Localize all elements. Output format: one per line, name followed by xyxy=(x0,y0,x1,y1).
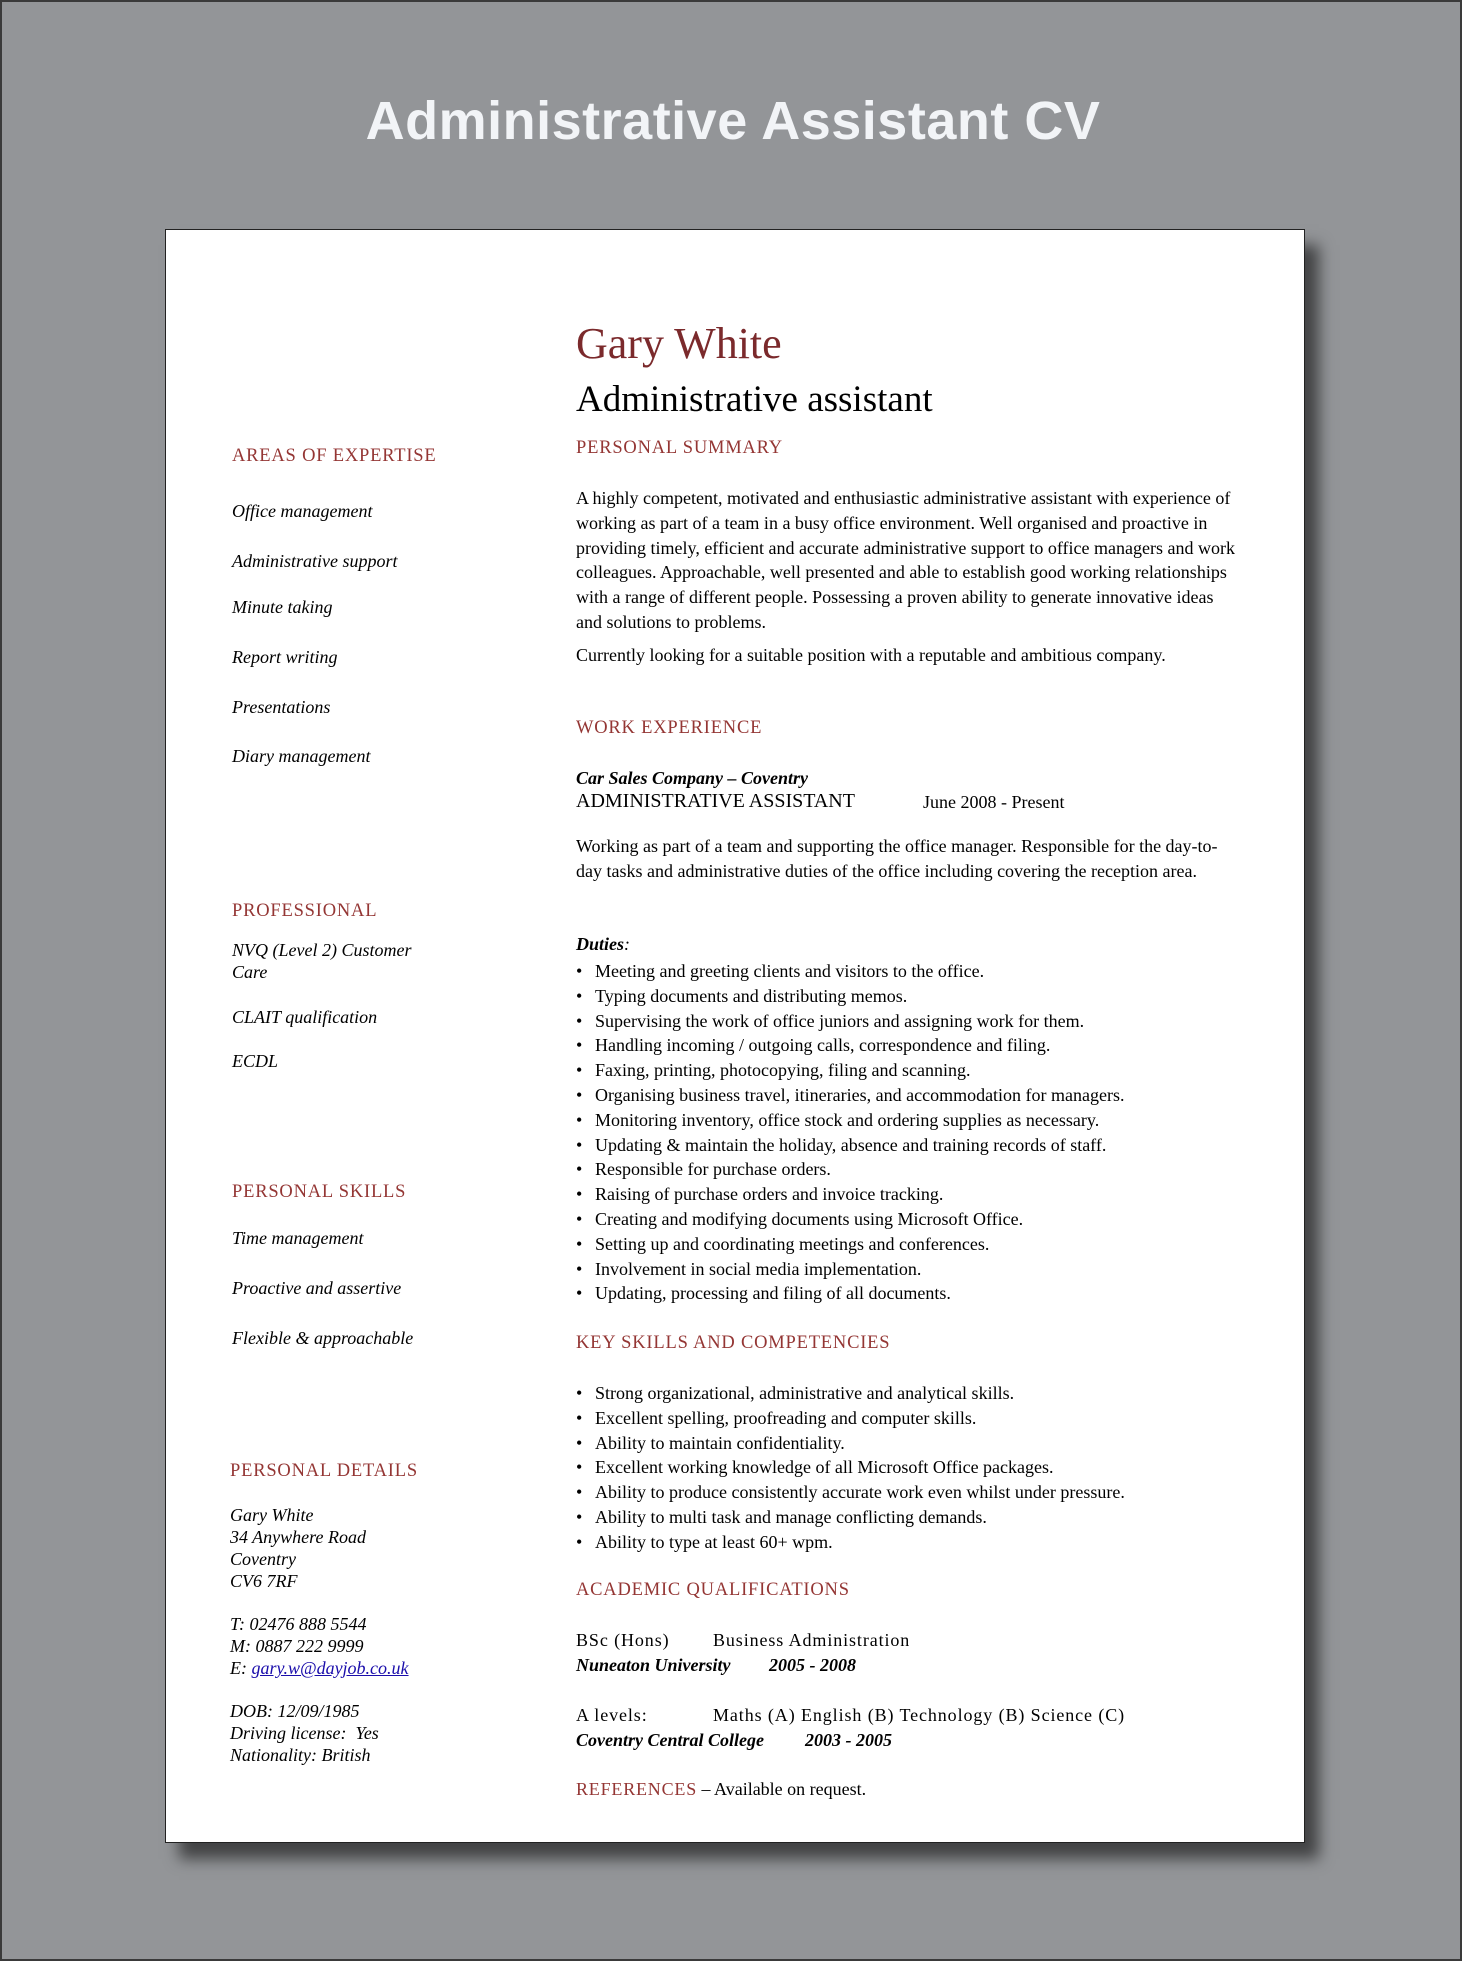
key-skills-heading: KEY SKILLS AND COMPETENCIES xyxy=(576,1333,891,1353)
details-nationality: Nationality: British xyxy=(230,1745,371,1765)
duty-item: • Updating, processing and filing of all documents. xyxy=(576,1281,1125,1306)
key-skill-item: • Ability to maintain confidentiality. xyxy=(576,1431,1125,1456)
expertise-heading: AREAS OF EXPERTISE xyxy=(232,446,437,466)
duties-label-text: Duties xyxy=(576,934,625,954)
cv-job-title: Administrative assistant xyxy=(576,379,933,420)
key-skill-item: • Excellent spelling, proofreading and computer skills. xyxy=(576,1406,1125,1431)
cv-name: Gary White xyxy=(576,319,782,368)
expertise-item: Report writing xyxy=(232,647,338,667)
duty-item: • Responsible for purchase orders. xyxy=(576,1157,1125,1182)
duty-item: • Supervising the work of office juniors and assigning work for them. xyxy=(576,1009,1125,1034)
professional-item: NVQ (Level 2) Customer Care xyxy=(232,940,412,982)
details-spacer xyxy=(230,1592,409,1613)
details-dob: DOB: 12/09/1985 xyxy=(230,1701,360,1721)
duties-label-colon: : xyxy=(624,934,631,954)
personal-skill-item: Proactive and assertive xyxy=(232,1278,402,1298)
details-name: Gary White xyxy=(230,1505,314,1525)
college-name: Coventry Central College xyxy=(576,1730,764,1750)
duty-item: • Typing documents and distributing memos. xyxy=(576,984,1125,1009)
job-dates: June 2008 - Present xyxy=(923,792,1065,812)
summary-paragraph: Currently looking for a suitable position with a reputable and ambitious company. xyxy=(576,644,1166,665)
details-driving: Driving license: Yes xyxy=(230,1723,379,1743)
summary-heading: PERSONAL SUMMARY xyxy=(576,438,783,458)
expertise-item: Office management xyxy=(232,501,373,521)
key-skill-item: • Strong organizational, administrative and analytical skills. xyxy=(576,1381,1125,1406)
expertise-item: Diary management xyxy=(232,746,371,766)
duty-item: • Organising business travel, itineraries, and accommodation for managers. xyxy=(576,1083,1125,1108)
duty-item: • Faxing, printing, photocopying, filing and scanning. xyxy=(576,1058,1125,1083)
duty-item: • Meeting and greeting clients and visitors to the office. xyxy=(576,959,1125,984)
key-skills-list xyxy=(576,1381,1125,1555)
alevels-label: A levels: xyxy=(576,1705,648,1725)
personal-skill-item: Flexible & approachable xyxy=(232,1328,414,1348)
expertise-item: Presentations xyxy=(232,697,331,717)
references-heading: REFERENCES xyxy=(576,1779,698,1799)
expertise-item: Minute taking xyxy=(232,597,333,617)
details-postcode: CV6 7RF xyxy=(230,1571,298,1591)
details-address-line: Coventry xyxy=(230,1549,296,1569)
key-skill-item: • Ability to produce consistently accurate work even whilst under pressure. xyxy=(576,1480,1125,1505)
personal-skill-item: Time management xyxy=(232,1228,364,1248)
duties-list xyxy=(576,959,1125,1306)
references-line xyxy=(576,1779,866,1800)
personal-details-heading: PERSONAL DETAILS xyxy=(230,1461,418,1481)
key-skill-item: • Ability to multi task and manage conflicting demands. xyxy=(576,1505,1125,1530)
expertise-item: Administrative support xyxy=(232,551,398,571)
duties-label xyxy=(576,934,630,955)
summary-body xyxy=(576,486,1236,668)
references-text: – Available on request. xyxy=(697,1779,867,1799)
details-mobile: M: 0887 222 9999 xyxy=(230,1636,364,1656)
professional-item: CLAIT qualification xyxy=(232,1007,378,1027)
job-description: Working as part of a team and supporting the office manager. Responsible for the day-to-day tasks and administrative duties of the office including covering the reception area. xyxy=(576,836,1218,881)
work-experience-heading: WORK EXPERIENCE xyxy=(576,718,763,738)
university-years: 2005 - 2008 xyxy=(769,1655,856,1675)
email-link[interactable]: gary.w@dayjob.co.uk xyxy=(251,1658,409,1678)
university-name: Nuneaton University xyxy=(576,1655,731,1675)
duty-item: • Handling incoming / outgoing calls, correspondence and filing. xyxy=(576,1033,1125,1058)
job-company: Car Sales Company – Coventry xyxy=(576,768,809,788)
degree-subject: Business Administration xyxy=(713,1630,911,1650)
job-role: ADMINISTRATIVE ASSISTANT xyxy=(576,790,855,812)
banner-title: Administrative Assistant CV xyxy=(365,91,1101,151)
personal-skills-heading: PERSONAL SKILLS xyxy=(232,1182,407,1202)
alevels-subjects: Maths (A) English (B) Technology (B) Science (C) xyxy=(713,1705,1126,1725)
duty-item: • Creating and modifying documents using Microsoft Office. xyxy=(576,1207,1125,1232)
summary-paragraph: A highly competent, motivated and enthusiastic administrative assistant with experience of working as part of a team in a busy office environment. Well organised and proactive in providing timely, efficient and accurate administrative support to office managers and work colleagues. Approachable, well presented and able to establish good working relationships with a range of different people. Possessing a proven ability to generate innovative ideas and solutions to problems. xyxy=(576,488,1235,632)
duty-item: • Monitoring inventory, office stock and ordering supplies as necessary. xyxy=(576,1108,1125,1133)
duty-item: • Raising of purchase orders and invoice tracking. xyxy=(576,1182,1125,1207)
duty-item: • Updating & maintain the holiday, absence and training records of staff. xyxy=(576,1133,1125,1158)
key-skill-item: • Ability to type at least 60+ wpm. xyxy=(576,1530,1125,1555)
degree-label: BSc (Hons) xyxy=(576,1630,670,1650)
professional-item: ECDL xyxy=(232,1051,279,1071)
details-address-line: 34 Anywhere Road xyxy=(230,1527,366,1547)
details-email-label: E: xyxy=(230,1658,252,1678)
personal-details-block xyxy=(230,1504,409,1766)
professional-heading: PROFESSIONAL xyxy=(232,901,378,921)
duty-item: • Setting up and coordinating meetings and conferences. xyxy=(576,1232,1125,1257)
details-email-row xyxy=(230,1657,409,1679)
college-years: 2003 - 2005 xyxy=(805,1730,892,1750)
duty-item: • Involvement in social media implementation. xyxy=(576,1257,1125,1282)
academic-heading: ACADEMIC QUALIFICATIONS xyxy=(576,1580,850,1600)
key-skill-item: • Excellent working knowledge of all Microsoft Office packages. xyxy=(576,1455,1125,1480)
details-telephone: T: 02476 888 5544 xyxy=(230,1614,367,1634)
details-spacer xyxy=(230,1679,409,1700)
